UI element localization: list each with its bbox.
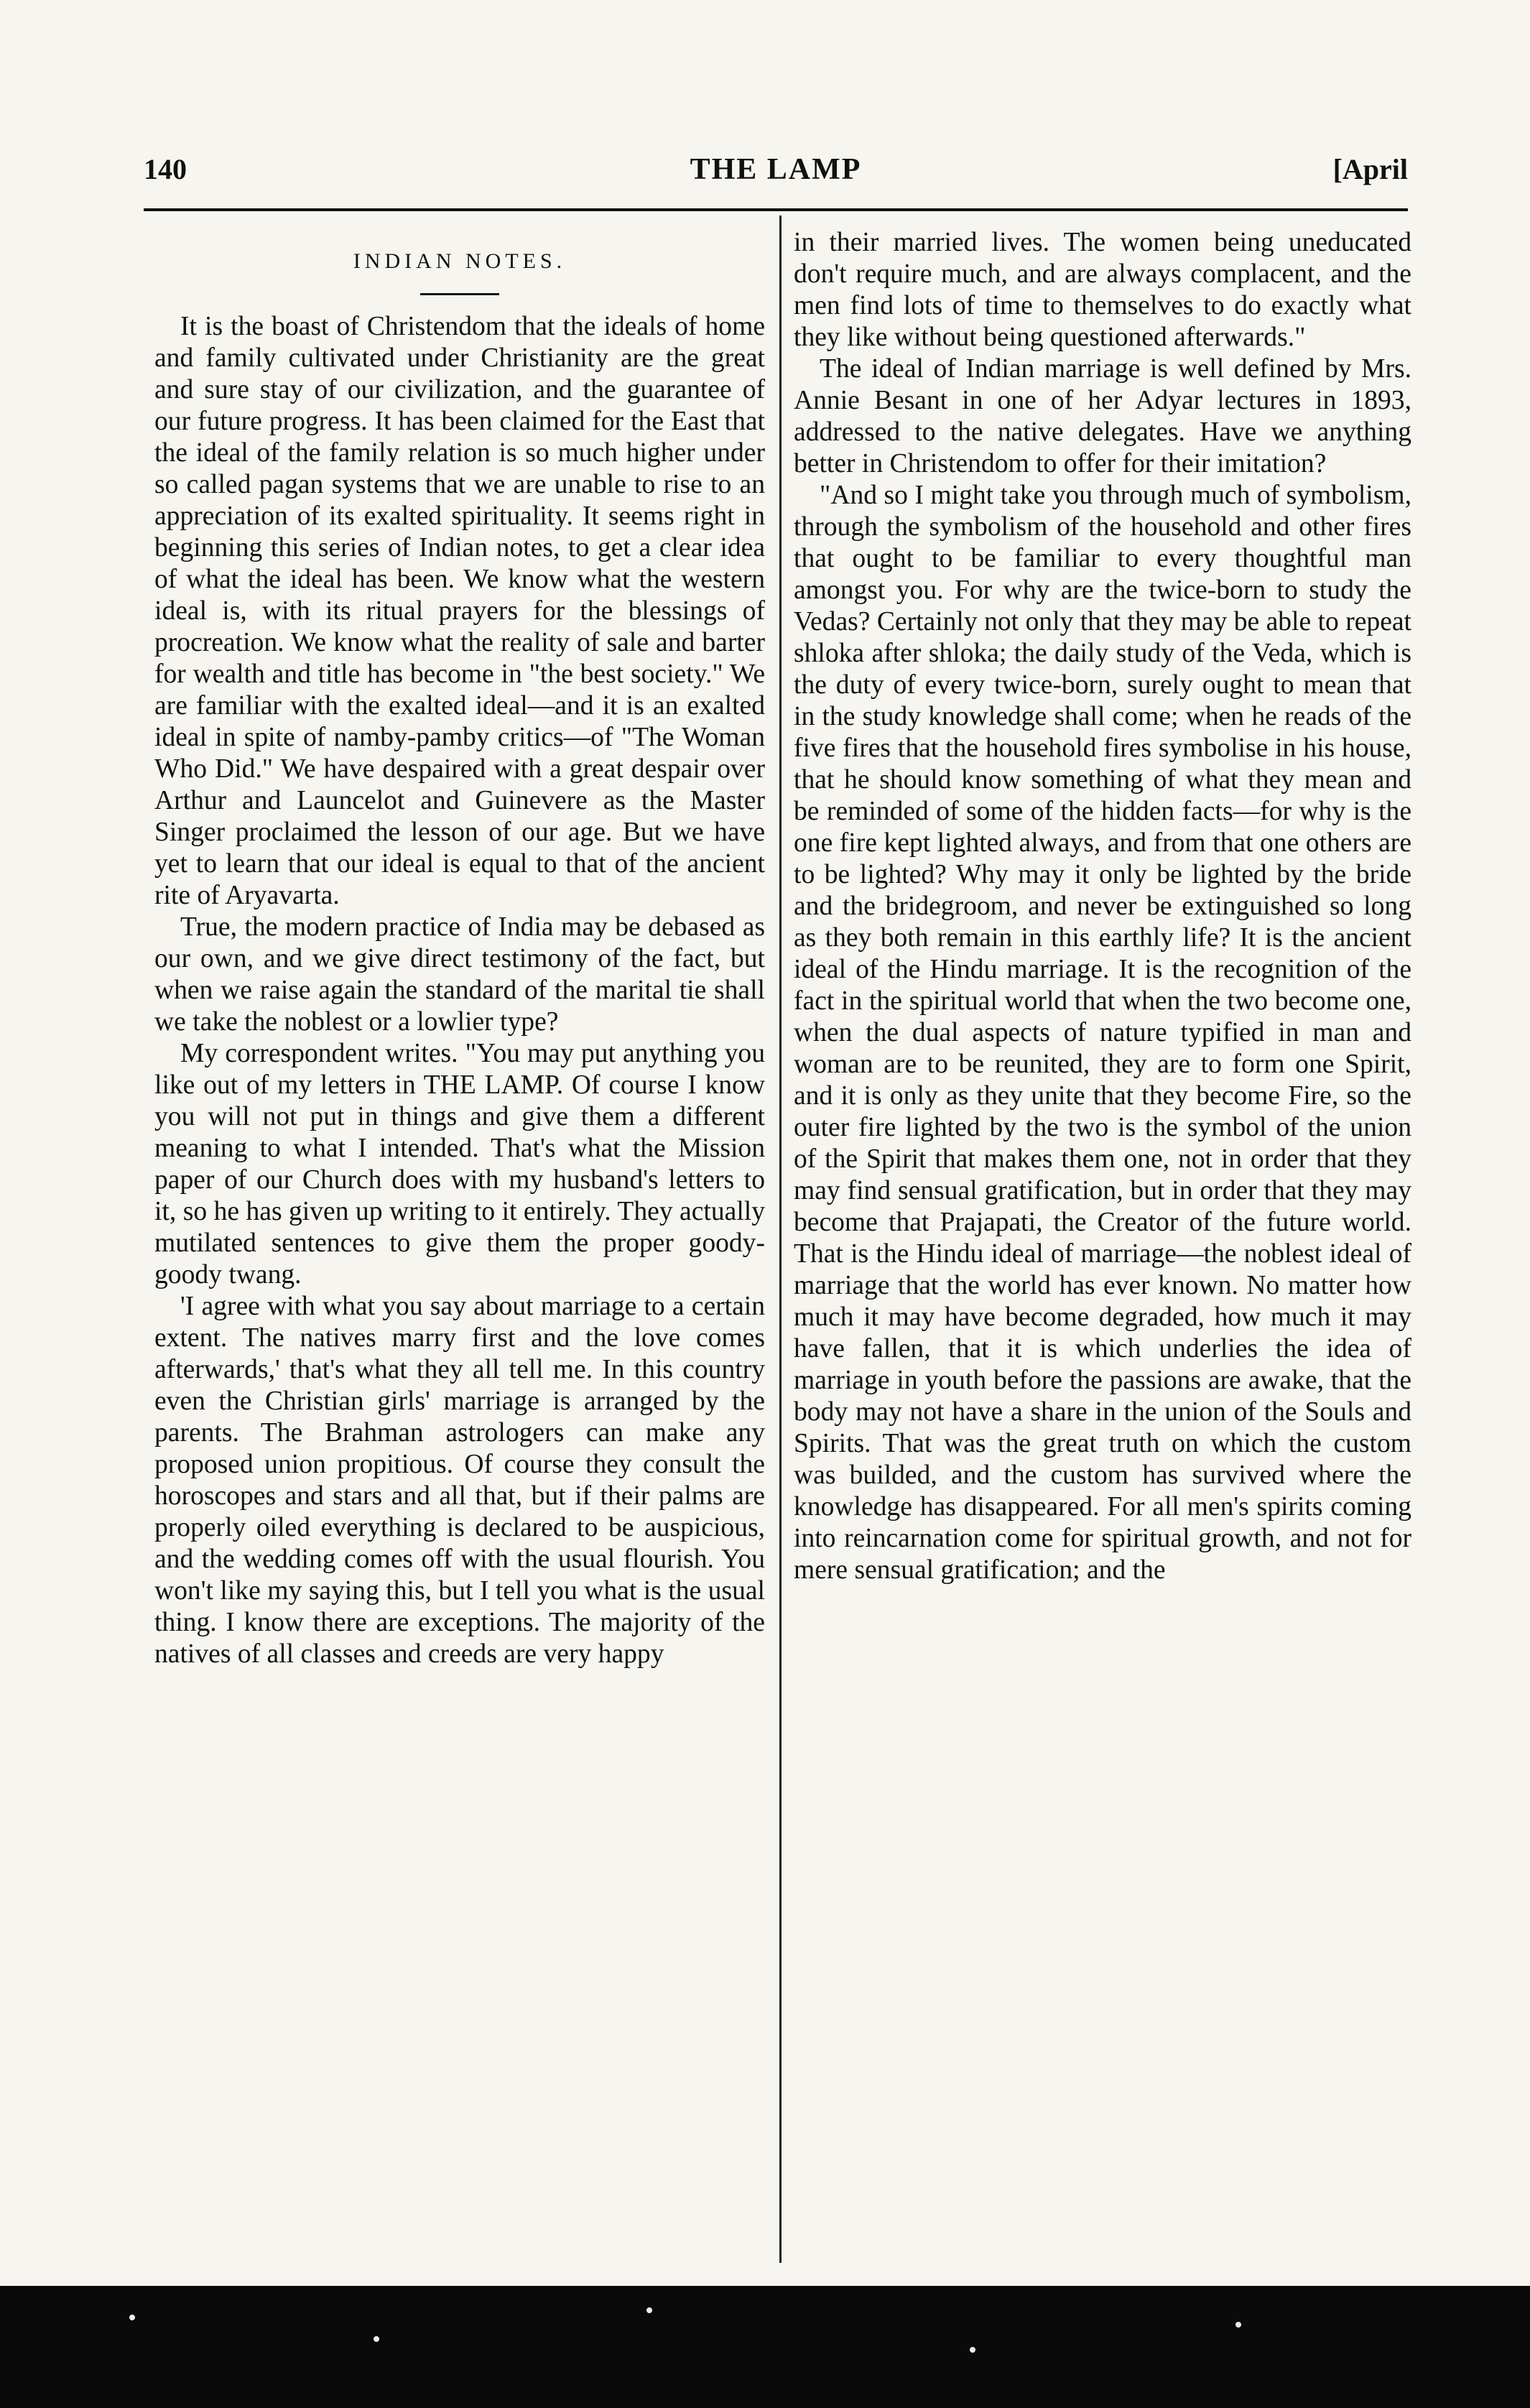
paragraph: True, the modern practice of India may be debased as our own, and we give direct testimony of the fact, but when we raise again the standard of the marital tie shall we take the noblest or a lowlier type?	[154, 912, 765, 1037]
paragraph: The ideal of Indian marriage is well defined by Mrs. Annie Besant in one of her Adyar lectures in 1893, addressed to the native delegates. Have we anything better in Christendom to offer for their imitation?	[794, 354, 1411, 478]
column-divider	[779, 216, 782, 2263]
scan-speck	[970, 2347, 975, 2353]
scan-speck	[374, 2336, 379, 2342]
running-title: THE LAMP	[690, 153, 862, 186]
title-rule	[420, 293, 499, 295]
paragraph: It is the boast of Christendom that the ideals of home and family cultivated under Christianity are the great and sure stay of our civilization, and the guarantee of our future progress. It has been claimed for the East that the ideal of the family relation is so much higher under so called pagan systems that we are unable to rise to an appreciation of its exalted spirituality. It seems right in beginning this series of Indian notes, to get a clear idea of what the ideal has been. We know what the western ideal is, with its ritual prayers for the blessings of procreation. We know what the reality of sale and barter for wealth and title has become in "the best society." We are familiar with the exalted ideal—and it is an exalted ideal in spite of namby-pamby critics—of "The Woman Who Did." We have despaired with a great despair over Arthur and Launcelot and Guinevere as the Master Singer proclaimed the lesson of our age. But we have yet to learn that our ideal is equal to that of the ancient rite of Aryavarta.	[154, 312, 765, 910]
paragraph: "And so I might take you through much of symbolism, through the symbolism of the household and other fires that ought to be familiar to every thoughtful man amongst you. For why are the twice-born to study the Vedas? Certainly not only that they may be able to repeat shloka after shloka; the daily study of the Veda, which is the duty of every twice-born, surely ought to mean that in the study knowledge shall come; when he reads of the five fires that the household fires symbolise in his house, that he should know something of what they mean and be reminded of some of the hidden facts—for why is the one fire kept lighted always, and from that one others are to be lighted? Why may it only be lighted by the bride and the bridegroom, and never be extinguished so long as they both remain in this earthly life? It is the ancient ideal of the Hindu marriage. It is the recognition of the fact in the spiritual world that when the two become one, when the dual aspects of nature typified in man and woman are to be reunited, they are to form one Spirit, and it is only as they unite that they become Fire, so the outer fire lighted by the two is the symbol of the union of the Spirit that makes them one, not in order that they may find sensual gratification, but in order that they may become that Prajapati, the Creator of the future world. That is the Hindu ideal of marriage—the noblest ideal of marriage that the world has ever known. No matter how much it may have become degraded, how much it may have fallen, that it is which underlies the idea of marriage in youth before the passions are awake, that the body may not have a share in the union of the Souls and Spirits. That was the great truth on which the custom was builded, and the custom has survived where the knowledge has disappeared. For all men's spirits coming into reincarnation come for spiritual growth, and not for mere sensual gratification; and the	[794, 481, 1411, 1585]
scan-speck	[129, 2315, 135, 2320]
section-title: INDIAN NOTES.	[353, 249, 567, 273]
right-column	[794, 227, 1411, 1586]
scan-border-bottom	[0, 2286, 1530, 2408]
scan-speck	[646, 2307, 652, 2313]
header-rule	[144, 208, 1408, 211]
paragraph: My correspondent writes. "You may put anything you like out of my letters in THE LAMP. Of course I know you will not put in things and give them a different meaning to what I intended. That's what the Mission paper of our Church does with my husband's letters to it, so he has given up writing to it entirely. They actually mutilated sentences to give them the proper goody-goody twang.	[154, 1039, 765, 1289]
page-header	[144, 152, 1408, 195]
scan-speck	[1235, 2322, 1241, 2328]
paragraph: in their married lives. The women being uneducated don't require much, and are always complacent, and the men find lots of time to themselves to do exactly what they like without being questioned afterwards."	[794, 228, 1411, 352]
left-column	[154, 227, 765, 1670]
page-number: 140	[144, 153, 187, 185]
paragraph: 'I agree with what you say about marriage to a certain extent. The natives marry first and the love comes afterwards,' that's what they all tell me. In this country even the Christian girls' marriage is arranged by the parents. The Brahman astrologers can make any proposed union propitious. Of course they consult the horoscopes and stars and all that, but if their palms are properly oiled everything is declared to be auspicious, and the wedding comes off with the usual flourish. You won't like my saying this, but I tell you what is the usual thing. I know there are exceptions. The majority of the natives of all classes and creeds are very happy	[154, 1292, 765, 1669]
header-month: [April	[1332, 153, 1408, 185]
